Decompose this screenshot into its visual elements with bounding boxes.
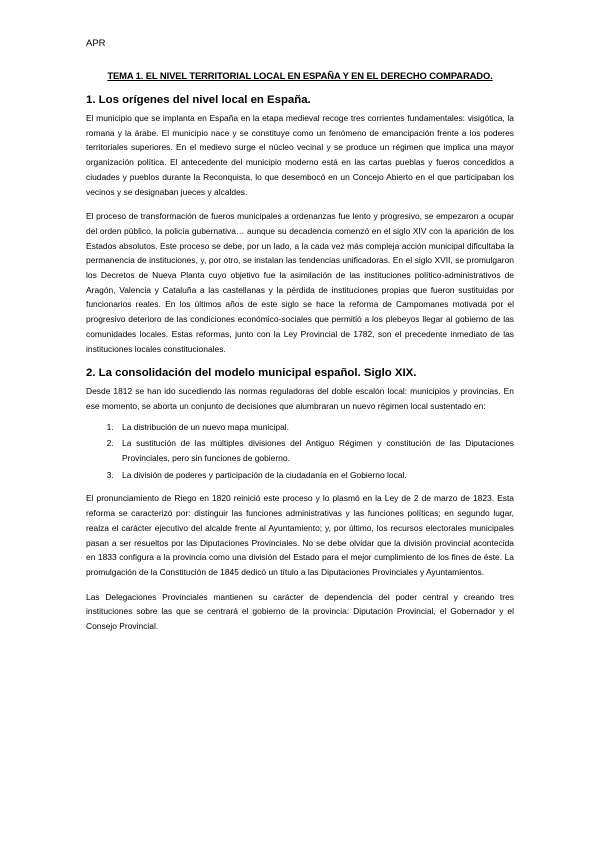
section-2-paragraph-1: El pronunciamiento de Riego en 1820 reinició este proceso y lo plasmó en la Ley de 2 de marzo de 1823. Esta reforma se caracterizó por: distinguir las funciones administrativas y las funciones políticas; en segundo lugar, realza el carácter ejecutivo del alcalde frente al Ayuntamiento; y, por último, los recursos electorales municipales pasan a ser resueltos por las Diputaciones Provinciales. No se debe olvidar que la división provincial acontecida en 1833 configura a la provincia como una división del Estado para el mejor cumplimiento de los fines de éste. La promulgación de la Constitución de 1845 dedicó un título a las Diputaciones Provinciales y Ayuntamientos. [86,493,514,577]
section-1-paragraph-1: El municipio que se implanta en España en la etapa medieval recoge tres corrientes fundamentales: visigótica, la romana y la árabe. El municipio nace y se constituye como un fenómeno de emancipación frente a los poderes territoriales superiores. En el medievo surge el núcleo vecinal y se produce un régimen que implica una mayor organización política. El antecedente del municipio moderno está en las cartas pueblas y fueros concedidos a ciudades y pueblos durante la Reconquista, lo que desembocó en un Concejo Abierto en el que participaban los vecinos y se designaban jueces y alcaldes. [86,113,514,197]
section-1-paragraph-2: El proceso de transformación de fueros municipales a ordenanzas fue lento y progresivo, se empezaron a ocupar del orden público, la policía gubernativa… aunque su decadencia comenzó en el siglo XIV con la aparición de los Estados absolutos. Este proceso se debe, por un lado, a la cada vez más compleja acción municipal dificultaba la permanencia de instituciones, y, por otro, se instalan las tendencias unificadoras. En el siglo XVII, se promulgaron los Decretos de Nueva Planta cuyo objetivo fue la asimilación de las instituciones político-administrativos de Aragón, Valencia y Cataluña a las castellanas y la pérdida de instituciones propias que fueron sustituidas por funcionarios reales. En los últimos años de este siglo se hace la reforma de Campomanes motivada por el progresivo deterioro de las condiciones económico-sociales que permitió a los plebeyos llegar al gobierno de las comunidades locales. Estas reformas, junto con la Ley Provincial de 1782, son el precedente inmediato de las instituciones locales constitucionales. [86,211,514,354]
page-header-label: APR [86,38,106,49]
document-title: TEMA 1. EL NIVEL TERRITORIAL LOCAL EN ESPAÑA Y EN EL DERECHO COMPARADO. [107,70,493,81]
section-2-paragraph-2: Las Delegaciones Provinciales mantienen su carácter de dependencia del poder central y creando tres instituciones sobre las que se centrará el gobierno de la provincia: Diputación Provincial, el Gobernador y el Consejo Provincial. [86,591,514,632]
document-body [86,70,514,644]
list-item: 3. La división de poderes y participación de la ciudadanía en el Gobierno local. [116,468,514,483]
section-2-intro: Desde 1812 se han ido sucediendo las normas reguladoras del doble escalón local: municipios y provincias. En ese momento, se aborta un conjunto de decisiones que alumbraran un nuevo régimen local sustentado en: [86,386,514,411]
section-2-heading: 2. La consolidación del modelo municipal español. Siglo XIX. [86,367,417,380]
list-item: 2. La sustitución de las múltiples divisiones del Antiguo Régimen y constitución de las Diputaciones Provinciales, pero sin funciones de gobierno. [116,436,514,465]
section-1-heading: 1. Los orígenes del nivel local en España. [86,94,311,106]
section-2-list [86,420,514,483]
list-item: 1. La distribución de un nuevo mapa municipal. [116,420,514,435]
